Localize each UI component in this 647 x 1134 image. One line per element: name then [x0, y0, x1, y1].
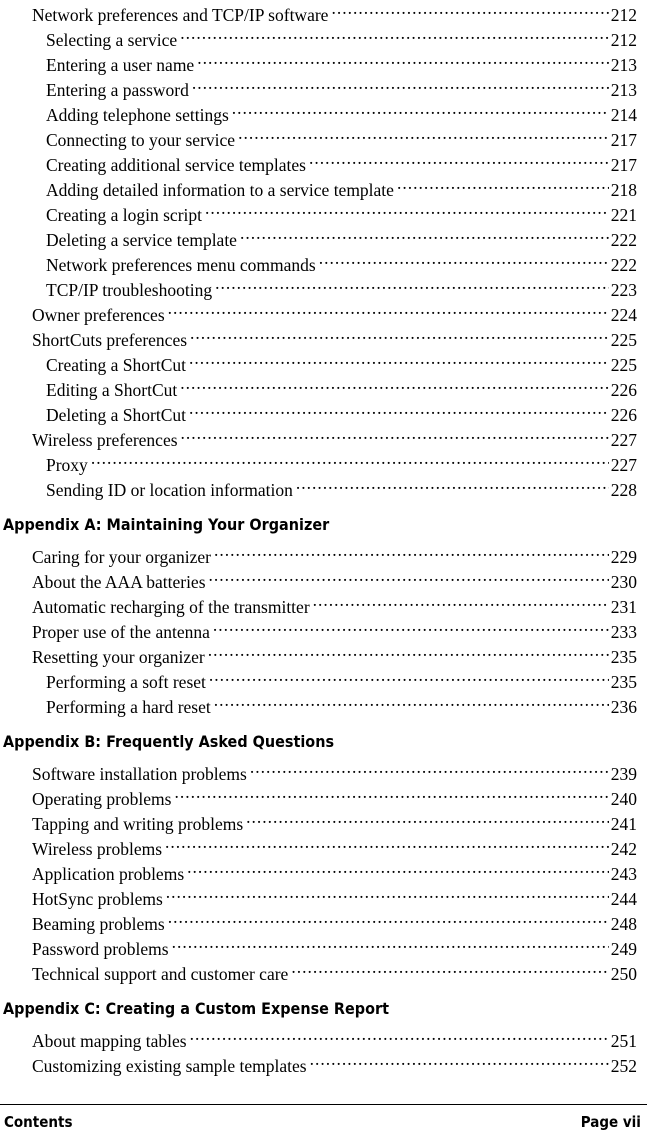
toc-entry-resetting-organizer[interactable] — [32, 638, 637, 667]
toc-entry-page: 223 — [610, 280, 637, 300]
dot-leader — [246, 805, 609, 830]
dot-leader — [250, 755, 609, 780]
toc-entry-title: Automatic recharging of the transmitter — [32, 597, 310, 617]
toc-entry-page: 218 — [610, 180, 637, 200]
toc-entry-page: 251 — [610, 1031, 637, 1051]
appendix-b-heading[interactable]: Appendix B: Frequently Asked Questions — [3, 732, 335, 751]
dot-leader — [238, 121, 609, 146]
toc-entry-hard-reset[interactable] — [46, 688, 637, 717]
toc-entry-page: 236 — [610, 697, 637, 717]
dot-leader — [296, 471, 609, 496]
toc-entry-antenna[interactable] — [32, 613, 637, 642]
toc-entry-title: Customizing existing sample templates — [32, 1056, 307, 1076]
toc-entry-technical-support[interactable] — [32, 955, 637, 984]
toc-entry-title: About mapping tables — [32, 1031, 187, 1051]
toc-entry-page: 226 — [610, 405, 637, 425]
toc-entry-network-preferences[interactable] — [32, 0, 637, 25]
toc-entry-title: Wireless preferences — [32, 430, 178, 450]
dot-leader — [309, 146, 609, 171]
toc-entry-title: Caring for your organizer — [32, 547, 211, 567]
toc-entry-page: 224 — [610, 305, 637, 325]
dot-leader — [310, 1047, 609, 1072]
toc-entry-title: Connecting to your service — [46, 130, 236, 150]
footer-section-label: Contents — [4, 1113, 73, 1131]
toc-entry-tapping-writing[interactable] — [32, 805, 637, 834]
toc-entry-page: 213 — [610, 80, 637, 100]
dot-leader — [168, 905, 609, 930]
toc-entry-title: Sending ID or location information — [46, 480, 293, 500]
toc-entry-creating-login-script[interactable] — [46, 196, 637, 225]
dot-leader — [213, 613, 609, 638]
dot-leader — [240, 221, 609, 246]
dot-leader — [190, 1022, 609, 1047]
dot-leader — [180, 371, 609, 396]
dot-leader — [189, 346, 609, 371]
dot-leader — [397, 171, 609, 196]
toc-entry-recharging-transmitter[interactable] — [32, 588, 637, 617]
toc-entry-page: 235 — [610, 672, 637, 692]
dot-leader — [180, 21, 609, 46]
toc-entry-page: 225 — [610, 355, 637, 375]
dot-leader — [166, 880, 609, 905]
toc-entry-page: 225 — [610, 330, 637, 350]
toc-entry-network-menu-commands[interactable] — [46, 246, 637, 275]
toc-entry-page: 235 — [610, 647, 637, 667]
toc-entry-page: 241 — [610, 814, 637, 834]
toc-entry-title: Proxy — [46, 455, 88, 475]
toc-entry-page: 248 — [610, 914, 637, 934]
toc-entry-page: 244 — [610, 889, 637, 909]
dot-leader — [172, 930, 609, 955]
toc-entry-entering-user-name[interactable] — [46, 46, 637, 75]
toc-entry-page: 227 — [610, 455, 637, 475]
toc-entry-application-problems[interactable] — [32, 855, 637, 884]
toc-entry-beaming-problems[interactable] — [32, 905, 637, 934]
toc-entry-editing-shortcut[interactable] — [46, 371, 637, 400]
toc-entry-page: 217 — [610, 155, 637, 175]
toc-entry-page: 250 — [610, 964, 637, 984]
toc-entry-owner-preferences[interactable] — [32, 296, 637, 325]
toc-entry-page: 226 — [610, 380, 637, 400]
toc-entry-title: Software installation problems — [32, 764, 247, 784]
toc-entry-page: 239 — [610, 764, 637, 784]
toc-entry-title: Adding telephone settings — [46, 105, 229, 125]
dot-leader — [214, 538, 609, 563]
dot-leader — [313, 588, 609, 613]
toc-entry-aaa-batteries[interactable] — [32, 563, 637, 592]
dot-leader — [165, 830, 609, 855]
toc-entry-title: Beaming problems — [32, 914, 165, 934]
dot-leader — [190, 321, 609, 346]
toc-entry-deleting-service-template[interactable] — [46, 221, 637, 250]
toc-entry-page: 240 — [610, 789, 637, 809]
dot-leader — [209, 663, 609, 688]
toc-entry-page: 221 — [610, 205, 637, 225]
toc-entry-title: Adding detailed information to a service template — [46, 180, 394, 200]
dot-leader — [232, 96, 609, 121]
toc-entry-page: 229 — [610, 547, 637, 567]
toc-entry-title: Entering a user name — [46, 55, 195, 75]
toc-entry-page: 212 — [610, 30, 637, 50]
toc-entry-proxy[interactable] — [46, 446, 637, 475]
toc-entry-title: Creating a login script — [46, 205, 203, 225]
appendix-c-heading[interactable]: Appendix C: Creating a Custom Expense Report — [3, 999, 389, 1018]
toc-entry-title: About the AAA batteries — [32, 572, 206, 592]
toc-entry-title: ShortCuts preferences — [32, 330, 188, 350]
dot-leader — [208, 638, 609, 663]
toc-entry-title: Deleting a service template — [46, 230, 237, 250]
toc-entry-page: 227 — [610, 430, 637, 450]
toc-entry-title: Entering a password — [46, 80, 189, 100]
toc-entry-connecting-to-service[interactable] — [46, 121, 637, 150]
toc-entry-creating-service-templates[interactable] — [46, 146, 637, 175]
toc-entry-page: 213 — [610, 55, 637, 75]
toc-entry-title: Network preferences menu commands — [46, 255, 316, 275]
toc-entry-page: 230 — [610, 572, 637, 592]
dot-leader — [205, 196, 609, 221]
toc-entry-title: Proper use of the antenna — [32, 622, 210, 642]
toc-entry-entering-password[interactable] — [46, 71, 637, 100]
dot-leader — [168, 296, 609, 321]
toc-entry-page: 233 — [610, 622, 637, 642]
dot-leader — [197, 46, 609, 71]
toc-entry-wireless-problems[interactable] — [32, 830, 637, 859]
toc-entry-title: Technical support and customer care — [32, 964, 289, 984]
toc-entry-title: Resetting your organizer — [32, 647, 205, 667]
toc-entry-title: Editing a ShortCut — [46, 380, 178, 400]
toc-entry-page: 217 — [610, 130, 637, 150]
toc-entry-selecting-service[interactable] — [46, 21, 637, 50]
dot-leader — [331, 0, 608, 21]
dot-leader — [91, 446, 609, 471]
toc-entry-sample-templates[interactable] — [32, 1047, 637, 1076]
toc-entry-page: 242 — [610, 839, 637, 859]
toc-entry-title: Deleting a ShortCut — [46, 405, 186, 425]
dot-leader — [174, 780, 608, 805]
dot-leader — [291, 955, 608, 980]
toc-entry-page: 252 — [610, 1056, 637, 1076]
dot-leader — [189, 396, 609, 421]
toc-entry-mapping-tables[interactable] — [32, 1022, 637, 1051]
toc-entry-hotsync-problems[interactable] — [32, 880, 637, 909]
toc-entry-title: Creating additional service templates — [46, 155, 306, 175]
dot-leader — [209, 563, 609, 588]
toc-entry-password-problems[interactable] — [32, 930, 637, 959]
footer-page-number: Page vii — [580, 1113, 641, 1131]
toc-entry-page: 222 — [610, 255, 637, 275]
toc-entry-deleting-shortcut[interactable] — [46, 396, 637, 425]
dot-leader — [187, 855, 609, 880]
toc-entry-title: Performing a soft reset — [46, 672, 206, 692]
toc-entry-wireless-preferences[interactable] — [32, 421, 637, 450]
toc-entry-page: 228 — [610, 480, 637, 500]
toc-entry-adding-telephone-settings[interactable] — [46, 96, 637, 125]
dot-leader — [215, 271, 609, 296]
toc-entry-creating-shortcut[interactable] — [46, 346, 637, 375]
toc-entry-title: Password problems — [32, 939, 169, 959]
toc-entry-title: Wireless problems — [32, 839, 163, 859]
toc-entry-title: Creating a ShortCut — [46, 355, 186, 375]
dot-leader — [181, 421, 609, 446]
toc-entry-page: 214 — [610, 105, 637, 125]
toc-entry-soft-reset[interactable] — [46, 663, 637, 692]
toc-entry-title: Operating problems — [32, 789, 172, 809]
toc-entry-operating-problems[interactable] — [32, 780, 637, 809]
toc-entry-title: Owner preferences — [32, 305, 165, 325]
toc-entry-shortcuts-preferences[interactable] — [32, 321, 637, 350]
toc-entry-page: 222 — [610, 230, 637, 250]
dot-leader — [319, 246, 609, 271]
toc-entry-page: 212 — [610, 5, 637, 25]
dot-leader — [214, 688, 609, 713]
toc-entry-title: Network preferences and TCP/IP software — [32, 5, 329, 25]
toc-entry-caring-for-organizer[interactable] — [32, 538, 637, 567]
dot-leader — [192, 71, 609, 96]
appendix-a-heading[interactable]: Appendix A: Maintaining Your Organizer — [3, 515, 330, 534]
toc-entry-sending-id-location[interactable] — [46, 471, 637, 500]
toc-entry-title: HotSync problems — [32, 889, 163, 909]
toc-entry-title: Selecting a service — [46, 30, 178, 50]
toc-entry-tcpip-troubleshooting[interactable] — [46, 271, 637, 300]
footer-divider — [0, 1104, 647, 1105]
toc-entry-adding-detailed-information[interactable] — [46, 171, 637, 200]
toc-entry-software-installation[interactable] — [32, 755, 637, 784]
toc-entry-title: Tapping and writing problems — [32, 814, 244, 834]
toc-entry-title: Performing a hard reset — [46, 697, 211, 717]
toc-entry-title: TCP/IP troubleshooting — [46, 280, 213, 300]
toc-entry-page: 231 — [610, 597, 637, 617]
toc-entry-page: 243 — [610, 864, 637, 884]
toc-entry-title: Application problems — [32, 864, 185, 884]
toc-entry-page: 249 — [610, 939, 637, 959]
